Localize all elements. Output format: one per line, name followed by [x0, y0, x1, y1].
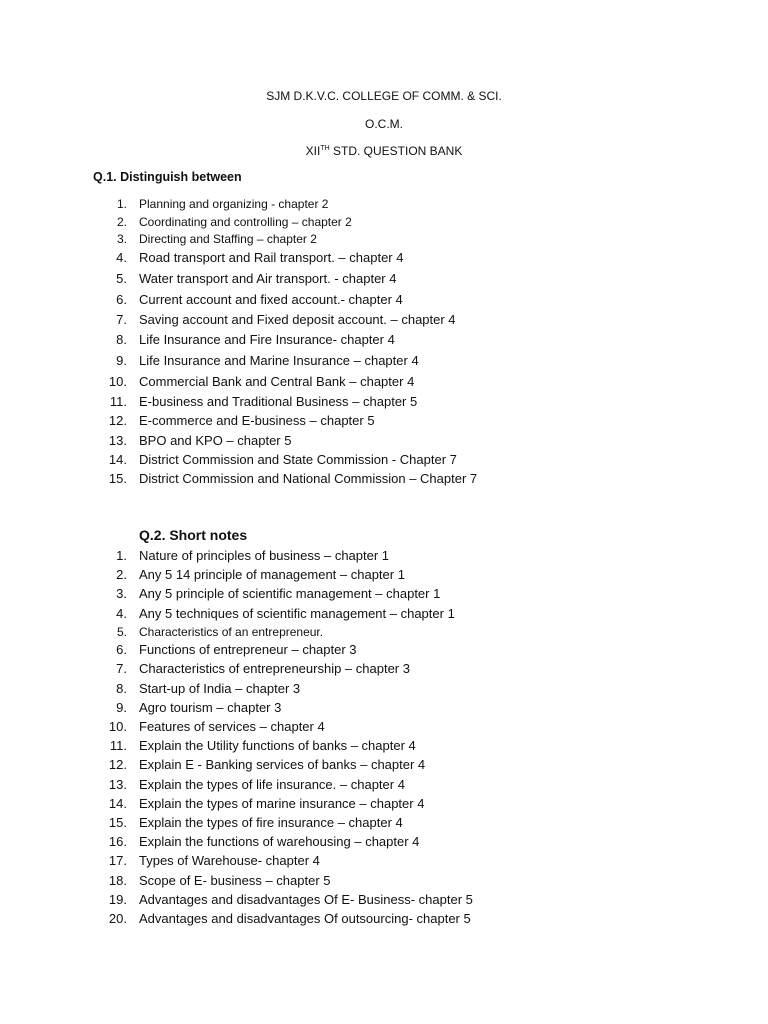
list-item-text: Saving account and Fixed deposit account. – chapter 4 — [139, 312, 456, 327]
list-item-number: 10. — [108, 719, 127, 734]
college-name: SJM D.K.V.C. COLLEGE OF COMM. & SCI. — [266, 89, 502, 103]
list-item-text: Explain the types of life insurance. – chapter 4 — [139, 777, 405, 792]
list-item-text: Explain the Utility functions of banks – chapter 4 — [139, 738, 416, 753]
list-item-number: 8. — [116, 332, 127, 347]
list-item-number: 6. — [116, 642, 127, 657]
list-item-number: 1. — [116, 197, 127, 211]
list-item-text: Advantages and disadvantages Of outsourcing- chapter 5 — [139, 911, 471, 926]
list-item-text: Commercial Bank and Central Bank – chapter 4 — [139, 374, 415, 389]
list-item-text: Road transport and Rail transport. – chapter 4 — [139, 250, 404, 265]
list-item-number: 15. — [108, 471, 127, 486]
list-item-number: 2. — [116, 215, 127, 229]
list-item-number: 10. — [108, 374, 127, 389]
section1-heading: Q.1. Distinguish between — [93, 170, 242, 184]
list-item-number: 1. — [116, 548, 127, 563]
list-item-text: District Commission and National Commission – Chapter 7 — [139, 471, 478, 486]
list-item-text: Explain the functions of warehousing – chapter 4 — [139, 834, 420, 849]
list-item-number: 20. — [108, 911, 127, 926]
list-item-text: E-commerce and E-business – chapter 5 — [139, 413, 375, 428]
list-item-text: Any 5 14 principle of management – chapter 1 — [139, 567, 405, 582]
list-item-number: 14. — [108, 452, 127, 467]
list-item-number: 5. — [116, 271, 127, 286]
list-item-text: Any 5 principle of scientific management – chapter 1 — [139, 586, 441, 601]
list-item-text: Any 5 techniques of scientific management – chapter 1 — [139, 606, 455, 621]
list-item-text: Explain the types of marine insurance – chapter 4 — [139, 796, 425, 811]
list-item-text: Characteristics of entrepreneurship – chapter 3 — [139, 661, 410, 676]
list-item-number: 2. — [116, 567, 127, 582]
list-item-number: 13. — [108, 777, 127, 792]
list-item-text: Advantages and disadvantages Of E- Business- chapter 5 — [139, 892, 473, 907]
subject-title: O.C.M. — [365, 117, 403, 131]
list-item-text: Start-up of India – chapter 3 — [139, 681, 301, 696]
list-item-text: Life Insurance and Marine Insurance – chapter 4 — [139, 353, 419, 368]
list-item-number: 7. — [116, 661, 127, 676]
list-item-number: 7. — [116, 312, 127, 327]
list-item-number: 4. — [116, 606, 127, 621]
list-item-number: 12. — [108, 757, 127, 772]
std-suffix: STD. QUESTION BANK — [329, 144, 463, 158]
list-item-text: Life Insurance and Fire Insurance- chapter 4 — [139, 332, 395, 347]
list-item-text: District Commission and State Commission - Chapter 7 — [139, 452, 457, 467]
list-item-text: Explain E - Banking services of banks – chapter 4 — [139, 757, 426, 772]
list-item-number: 9. — [116, 353, 127, 368]
list-item-text: Characteristics of an entrepreneur. — [139, 625, 324, 639]
list-item-number: 11. — [109, 738, 127, 753]
list-item-number: 3. — [116, 586, 127, 601]
question-bank-title — [0, 144, 768, 158]
list-item-number: 3. — [116, 232, 127, 246]
section2-heading: Q.2. Short notes — [139, 527, 248, 543]
list-item-number: 11. — [109, 394, 127, 409]
std-superscript: TH — [320, 145, 330, 152]
list-item-number: 6. — [116, 292, 127, 307]
list-item-text: Planning and organizing - chapter 2 — [139, 197, 329, 211]
list-item-number: 17. — [108, 853, 127, 868]
list-item-number: 5. — [116, 625, 127, 639]
list-item-text: Agro tourism – chapter 3 — [139, 700, 282, 715]
list-item-number: 12. — [108, 413, 127, 428]
list-item-text: Directing and Staffing – chapter 2 — [139, 232, 317, 246]
list-item-text: Explain the types of fire insurance – chapter 4 — [139, 815, 403, 830]
list-item-text: E-business and Traditional Business – chapter 5 — [139, 394, 418, 409]
list-item-text: BPO and KPO – chapter 5 — [139, 433, 292, 448]
list-item-number: 18. — [108, 873, 127, 888]
list-item-number: 13. — [108, 433, 127, 448]
list-item-number: 19. — [108, 892, 127, 907]
list-item-text: Scope of E- business – chapter 5 — [139, 873, 331, 888]
list-item-text: Features of services – chapter 4 — [139, 719, 325, 734]
list-item-number: 4. — [116, 250, 127, 265]
list-item-text: Functions of entrepreneur – chapter 3 — [139, 642, 357, 657]
list-item-number: 15. — [108, 815, 127, 830]
list-item-text: Types of Warehouse- chapter 4 — [139, 853, 320, 868]
list-item-number: 8. — [116, 681, 127, 696]
std-prefix: XII — [305, 144, 321, 158]
list-item-text: Current account and fixed account.- chapter 4 — [139, 292, 403, 307]
list-item-number: 9. — [116, 700, 127, 715]
list-item-text: Coordinating and controlling – chapter 2 — [139, 215, 352, 229]
list-item-number: 16. — [108, 834, 127, 849]
list-item-text: Water transport and Air transport. - chapter 4 — [139, 271, 397, 286]
list-item-text: Nature of principles of business – chapter 1 — [139, 548, 390, 563]
list-item-number: 14. — [108, 796, 127, 811]
